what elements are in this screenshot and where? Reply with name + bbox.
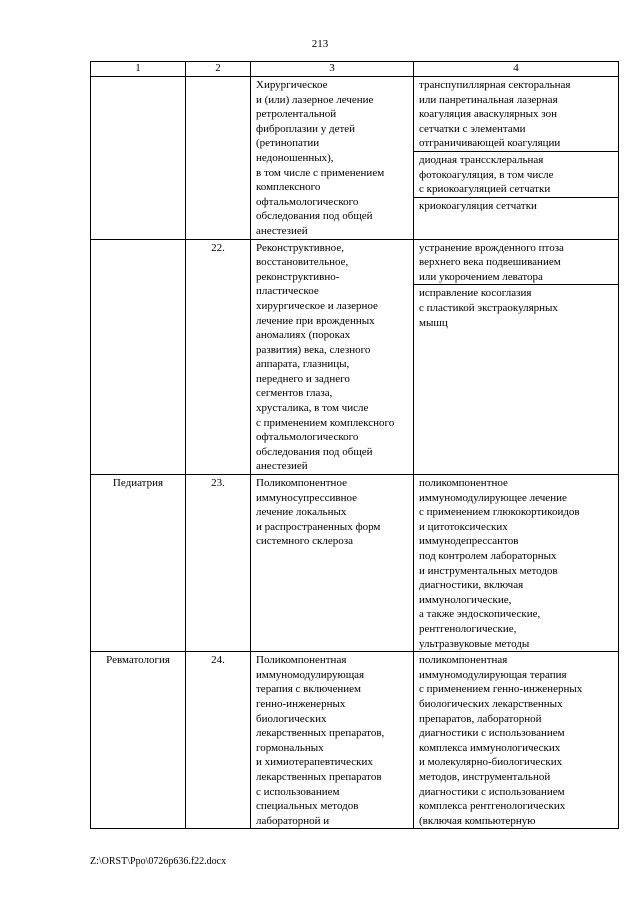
table-row [91, 652, 619, 829]
column-header: 4 [414, 62, 619, 77]
column-header: 1 [91, 62, 186, 77]
table-row [91, 239, 619, 475]
number-cell [186, 652, 251, 829]
row-number: 22. [211, 241, 225, 254]
methods-cell [414, 652, 619, 829]
row-number: 23. [211, 477, 225, 490]
number-cell [186, 77, 251, 240]
column-header: 3 [251, 62, 414, 77]
specialty-text [91, 240, 185, 241]
table-header-row [91, 62, 619, 77]
methods-cell [414, 475, 619, 652]
specialty-text: Педиатрия [112, 477, 164, 490]
specialty-cell [91, 77, 186, 240]
treatment-description: Хирургическое и (или) лазерное лечение ретролентальной фиброплазии у детей (ретинопатии недоношенных), в том числе с применением комплексного офтальмологического обследования под общей анестезией [256, 79, 385, 237]
treatment-description: Реконструктивное, восстановительное, реконструктивно- пластическое хирургическое и лазерное лечение при врожденных аномалиях (пороках развития) века, слезного аппарата, глазницы, переднего и заднего сегментов глаза, хрусталика, в том числе с применением комплексного офтальмологического обследования под общей анестезией [256, 241, 395, 473]
methods-cell [414, 239, 619, 475]
row-number: 24. [211, 654, 225, 667]
specialty-text: Ревматология [106, 654, 170, 667]
description-cell [251, 475, 414, 652]
table-row [91, 475, 619, 652]
table-row [91, 77, 619, 240]
description-cell [251, 239, 414, 475]
specialty-cell [91, 652, 186, 829]
specialty-cell [91, 239, 186, 475]
method-item: исправление косоглазия с пластикой экстраокулярных мышц [419, 287, 558, 329]
page-number: 213 [311, 38, 329, 50]
methods-cell [414, 77, 619, 240]
column-header: 2 [186, 62, 251, 77]
treatment-description: Поликомпонентная иммуномодулирующая терапия с включением генно-инженерных биологических лекарственных препаратов, гормональных и химиотерапевтических лекарственных препаратов с использованием специальных методов лабораторной и [256, 654, 385, 827]
method-item: транспупиллярная секторальная или панретинальная лазерная коагуляция аваскулярных зон сетчатки с элементами отграничивающей коагуляции [414, 77, 618, 152]
file-path-footer: Z:\ORST\Ppo\0726p636.f22.docx [90, 856, 227, 867]
method-item: диодная транссклеральная фотокоагуляция, в том числе с криокоагуляцией сетчатки [414, 152, 618, 198]
description-cell [251, 652, 414, 829]
method-item: криокоагуляция сетчатки [419, 199, 537, 212]
row-number [186, 77, 250, 78]
number-cell [186, 475, 251, 652]
method-item: поликомпонентная иммуномодулирующая терапия с применением генно-инженерных биологических лекарственных препаратов, лабораторной диагностики с использованием комплекса иммунологических и молекулярно-биологических методов, инструментальной диагностики с использованием комплекса рентгенологических (включая компьютерную [419, 654, 583, 827]
specialty-text [91, 77, 185, 78]
specialty-cell [91, 475, 186, 652]
treatment-description: Поликомпонентное иммуносупрессивное лечение локальных и распространенных форм системного склероза [256, 477, 381, 548]
number-cell [186, 239, 251, 475]
method-item: устранение врожденного птоза верхнего века подвешиванием или укорочением леватора [414, 240, 618, 286]
method-item: поликомпонентное иммуномодулирующее лечение с применением глюкокортикоидов и цитотоксических иммунодепрессантов под контролем лабораторных и инструментальных методов диагностики, включая иммунологические, а также эндоскопические, рентгенологические, ультразвуковые методы [419, 477, 580, 650]
medical-care-table [90, 61, 619, 829]
description-cell [251, 77, 414, 240]
